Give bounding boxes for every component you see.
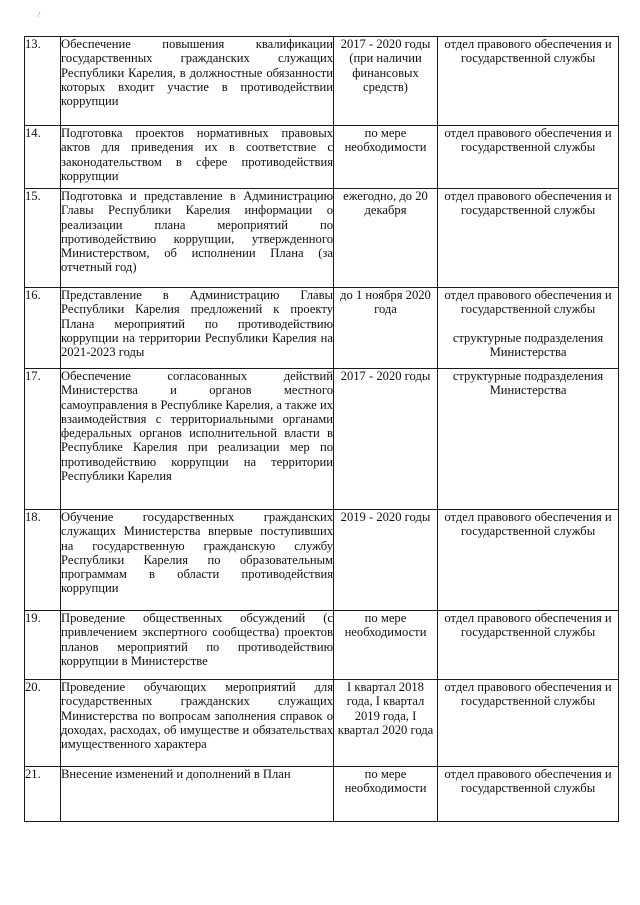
responsible-cell <box>438 37 619 126</box>
term-cell: по мере необходимости <box>334 767 438 822</box>
term-cell: по мере необходимости <box>334 611 438 680</box>
action-cell: Обеспечение повышения квалификации государственных гражданских служащих Республики Карелия, в должностные обязанности которых входит участие в противодействии коррупции <box>61 37 334 126</box>
responsible-text: отдел правового обеспечения и государственной службы <box>444 288 612 317</box>
row-number: 16. <box>25 288 61 369</box>
term-cell: 2019 - 2020 годы <box>334 510 438 611</box>
action-cell: Внесение изменений и дополнений в План <box>61 767 334 822</box>
action-cell: Подготовка и представление в Администрацию Главы Республики Карелия информации о реализации плана мероприятий по противодействию коррупции, утвержденного Министерством, об исполнении Плана (за отчетный год) <box>61 189 334 288</box>
action-cell: Проведение общественных обсуждений (с привлечением экспертного сообщества) проектов планов мероприятий по противодействию коррупции в Министерстве <box>61 611 334 680</box>
term-cell: до 1 ноября 2020 года <box>334 288 438 369</box>
action-cell: Проведение обучающих мероприятий для государственных гражданских служащих Министерства по вопросам заполнения справок о доходах, расходах, об имуществе и обязательствах имущественного характера <box>61 680 334 767</box>
table-row <box>25 767 619 822</box>
table-row <box>25 37 619 126</box>
table-row <box>25 611 619 680</box>
action-cell: Подготовка проектов нормативных правовых актов для приведения их в соответствие с законодательством в сфере противодействия коррупции <box>61 126 334 189</box>
responsible-extra-text: структурные подразделения Министерства <box>452 330 604 359</box>
action-cell: Представление в Администрацию Главы Республики Карелия предложений к проекту Плана мероприятий по противодействию коррупции на территории Республики Карелия на 2021-2023 годы <box>61 288 334 369</box>
table-row <box>25 510 619 611</box>
responsible-cell <box>438 510 619 611</box>
page-mark: / <box>38 10 41 19</box>
responsible-text: отдел правового обеспечения и государственной службы <box>444 611 612 640</box>
responsible-text: структурные подразделения Министерства <box>452 369 604 398</box>
row-number: 15. <box>25 189 61 288</box>
row-number: 17. <box>25 369 61 510</box>
row-number: 20. <box>25 680 61 767</box>
responsible-cell <box>438 126 619 189</box>
row-number: 13. <box>25 37 61 126</box>
term-cell: по мере необходимости <box>334 126 438 189</box>
responsible-cell <box>438 189 619 288</box>
responsible-cell <box>438 288 619 369</box>
table-row <box>25 680 619 767</box>
responsible-text: отдел правового обеспечения и государственной службы <box>444 510 612 539</box>
responsible-cell <box>438 611 619 680</box>
action-cell: Обучение государственных гражданских служащих Министерства впервые поступивших на государственную гражданскую службу Республики Карелия по образовательным программам в области противодействия коррупции <box>61 510 334 611</box>
row-number: 19. <box>25 611 61 680</box>
term-cell: I квартал 2018 года, I квартал 2019 года, I квартал 2020 года <box>334 680 438 767</box>
term-cell: 2017 - 2020 годы <box>334 369 438 510</box>
action-plan-table <box>24 36 619 822</box>
responsible-text: отдел правового обеспечения и государственной службы <box>444 189 612 218</box>
responsible-text: отдел правового обеспечения и государственной службы <box>444 767 612 796</box>
row-number: 21. <box>25 767 61 822</box>
table-row <box>25 369 619 510</box>
responsible-cell <box>438 767 619 822</box>
row-number: 18. <box>25 510 61 611</box>
term-cell: 2017 - 2020 годы (при наличии финансовых средств) <box>334 37 438 126</box>
action-cell: Обеспечение согласованных действий Министерства и органов местного самоуправления в Республике Карелия, а также их взаимодействия с территориальными органами федеральных органов исполнительной власти в Республике Карелия при реализации мер по противодействию коррупции на территории Республики Карелия <box>61 369 334 510</box>
responsible-cell <box>438 369 619 510</box>
responsible-text: отдел правового обеспечения и государственной службы <box>444 680 612 709</box>
responsible-cell <box>438 680 619 767</box>
responsible-text: отдел правового обеспечения и государственной службы <box>444 37 612 66</box>
table-row <box>25 126 619 189</box>
row-number: 14. <box>25 126 61 189</box>
term-cell: ежегодно, до 20 декабря <box>334 189 438 288</box>
table-row <box>25 189 619 288</box>
responsible-text: отдел правового обеспечения и государственной службы <box>444 126 612 155</box>
table-row <box>25 288 619 369</box>
